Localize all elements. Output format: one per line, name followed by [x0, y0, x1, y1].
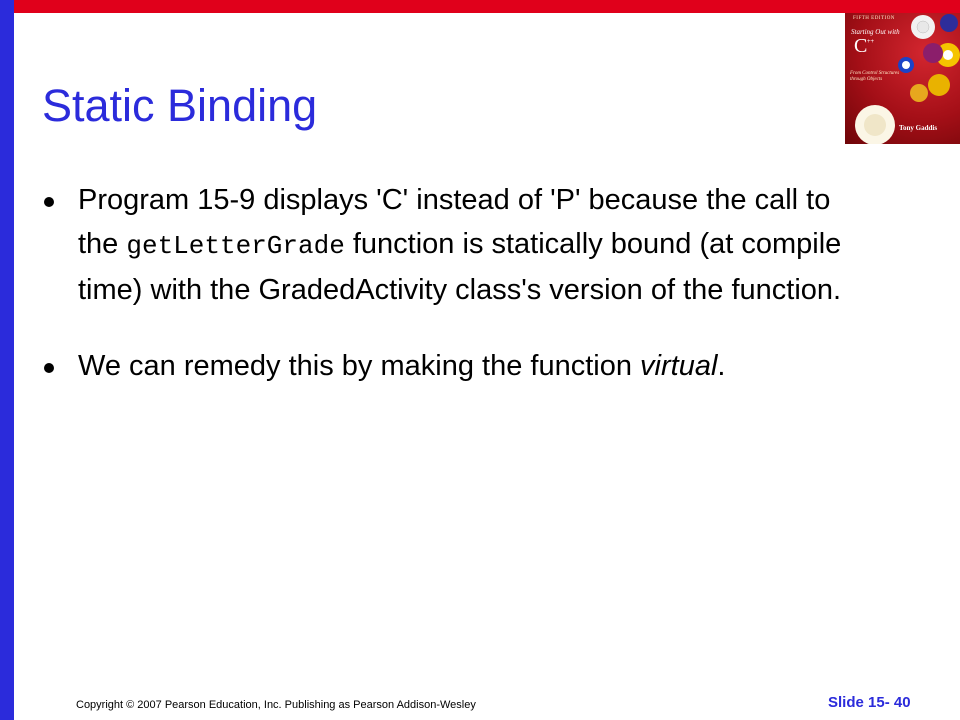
bullet-list	[44, 178, 864, 388]
bullet-text-continued: .	[717, 350, 726, 382]
bullet-text-continued: function is statically bound (at compile time) with the GradedActivity class's version of the function.	[78, 228, 842, 306]
book-language: C	[854, 35, 868, 57]
left-accent-bar	[0, 0, 14, 720]
bullet-dot-icon	[44, 197, 54, 207]
code-function-name: getLetterGrade	[126, 231, 345, 261]
bullet-item	[44, 178, 864, 312]
book-edition: FIFTH EDITION	[853, 16, 895, 21]
book-title-line: Starting Out with	[851, 28, 900, 36]
book-author: Tony Gaddis	[899, 124, 938, 132]
footer-copyright: Copyright © 2007 Pearson Education, Inc. Publishing as Pearson Addison-Wesley	[76, 699, 476, 711]
bullet-text: Program 15-9 displays 'C' instead of 'P' because the call to the	[78, 184, 831, 260]
top-accent-bar	[14, 0, 960, 13]
book-subtitle: From Control Structures through Objects	[850, 71, 900, 82]
book-cover-image	[845, 13, 960, 144]
slide-number: Slide 15- 40	[828, 694, 911, 711]
emphasized-keyword: virtual	[640, 350, 718, 382]
bullet-text: We can remedy this by making the function	[78, 350, 641, 382]
slide-title: Static Binding	[42, 80, 318, 131]
bullet-dot-icon	[44, 363, 54, 373]
book-language-suffix: ++	[867, 39, 875, 45]
bullet-item	[44, 344, 864, 388]
